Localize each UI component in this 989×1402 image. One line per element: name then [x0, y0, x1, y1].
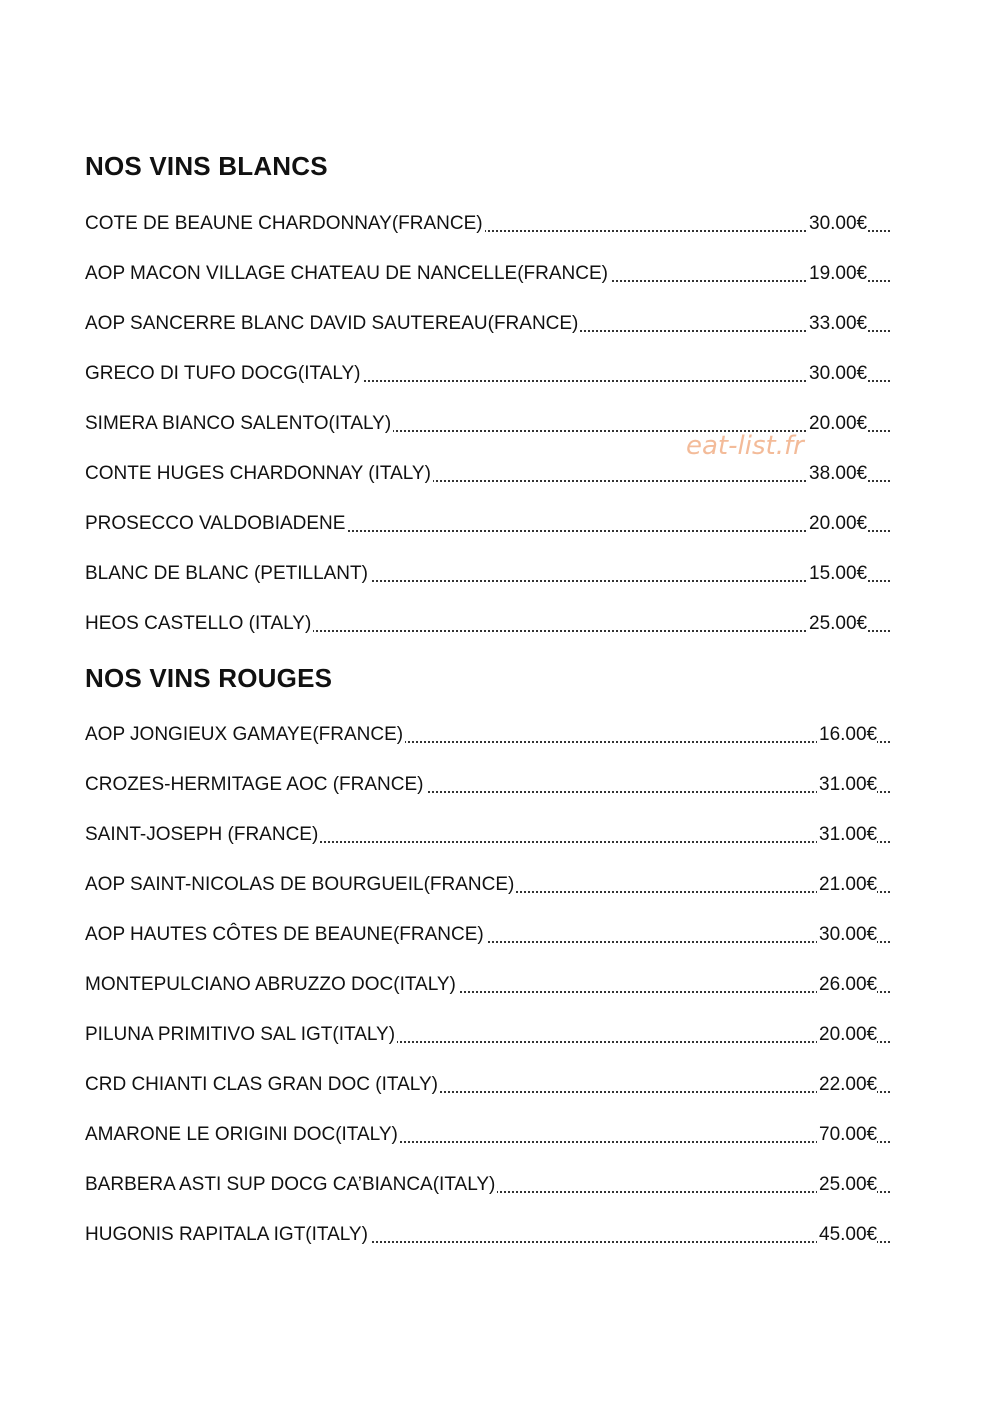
wine-row: [85, 261, 890, 311]
wine-price: 25.00€: [807, 611, 867, 637]
wine-row: [85, 361, 890, 411]
wine-row: [85, 311, 890, 361]
wine-name: AOP SANCERRE BLANC DAVID SAUTEREAU(FRANCE): [85, 311, 580, 337]
section-title-white-wines: NOS VINS BLANCS: [85, 151, 328, 181]
wine-row: [85, 211, 890, 261]
wine-name: BARBERA ASTI SUP DOCG CA’BIANCA(ITALY): [85, 1172, 497, 1198]
wine-row: [85, 872, 890, 922]
wine-row: [85, 772, 890, 822]
wine-price: 20.00€: [817, 1022, 877, 1048]
wine-row: [85, 1222, 890, 1272]
red-wine-list: [85, 722, 890, 1272]
wine-price: 38.00€: [807, 461, 867, 487]
wine-price: 19.00€: [807, 261, 867, 287]
wine-row: [85, 972, 890, 1022]
wine-name: PILUNA PRIMITIVO SAL IGT(ITALY): [85, 1022, 397, 1048]
wine-row: [85, 461, 890, 511]
wine-name: GRECO DI TUFO DOCG(ITALY): [85, 361, 363, 387]
wine-price: 31.00€: [817, 822, 877, 848]
wine-name: HEOS CASTELLO (ITALY): [85, 611, 313, 637]
wine-row: [85, 1022, 890, 1072]
wine-price: 45.00€: [817, 1222, 877, 1248]
watermark-text: eat-list.fr: [686, 431, 804, 461]
wine-price: 30.00€: [807, 361, 867, 387]
wine-row: [85, 561, 890, 611]
wine-name: CRD CHIANTI CLAS GRAN DOC (ITALY): [85, 1072, 440, 1098]
wine-name: CONTE HUGES CHARDONNAY (ITALY): [85, 461, 433, 487]
wine-price: 33.00€: [807, 311, 867, 337]
wine-name: SIMERA BIANCO SALENTO(ITALY): [85, 411, 393, 437]
wine-row: [85, 822, 890, 872]
wine-price: 70.00€: [817, 1122, 877, 1148]
wine-name: AOP HAUTES CÔTES DE BEAUNE(FRANCE): [85, 922, 486, 948]
wine-name: MONTEPULCIANO ABRUZZO DOC(ITALY): [85, 972, 458, 998]
wine-row: [85, 1172, 890, 1222]
wine-price: 31.00€: [817, 772, 877, 798]
wine-row: [85, 722, 890, 772]
wine-price: 15.00€: [807, 561, 867, 587]
wine-name: COTE DE BEAUNE CHARDONNAY(FRANCE): [85, 211, 485, 237]
wine-name: CROZES-HERMITAGE AOC (FRANCE): [85, 772, 426, 798]
wine-name: AOP MACON VILLAGE CHATEAU DE NANCELLE(FRANCE): [85, 261, 610, 287]
wine-price: 21.00€: [817, 872, 877, 898]
wine-row: [85, 1072, 890, 1122]
wine-row: [85, 922, 890, 972]
wine-row: [85, 511, 890, 561]
wine-name: HUGONIS RAPITALA IGT(ITALY): [85, 1222, 370, 1248]
wine-price: 30.00€: [807, 211, 867, 237]
wine-name: AOP JONGIEUX GAMAYE(FRANCE): [85, 722, 405, 748]
wine-name: AMARONE LE ORIGINI DOC(ITALY): [85, 1122, 400, 1148]
wine-price: 20.00€: [807, 511, 867, 537]
wine-name: SAINT-JOSEPH (FRANCE): [85, 822, 320, 848]
wine-price: 22.00€: [817, 1072, 877, 1098]
wine-price: 20.00€: [807, 411, 867, 437]
wine-name: BLANC DE BLANC (PETILLANT): [85, 561, 370, 587]
wine-price: 30.00€: [817, 922, 877, 948]
wine-price: 26.00€: [817, 972, 877, 998]
wine-price: 16.00€: [817, 722, 877, 748]
section-title-red-wines: NOS VINS ROUGES: [85, 663, 333, 693]
wine-row: [85, 611, 890, 661]
wine-name: PROSECCO VALDOBIADENE: [85, 511, 347, 537]
wine-row: [85, 1122, 890, 1172]
wine-price: 25.00€: [817, 1172, 877, 1198]
wine-name: AOP SAINT-NICOLAS DE BOURGUEIL(FRANCE): [85, 872, 516, 898]
